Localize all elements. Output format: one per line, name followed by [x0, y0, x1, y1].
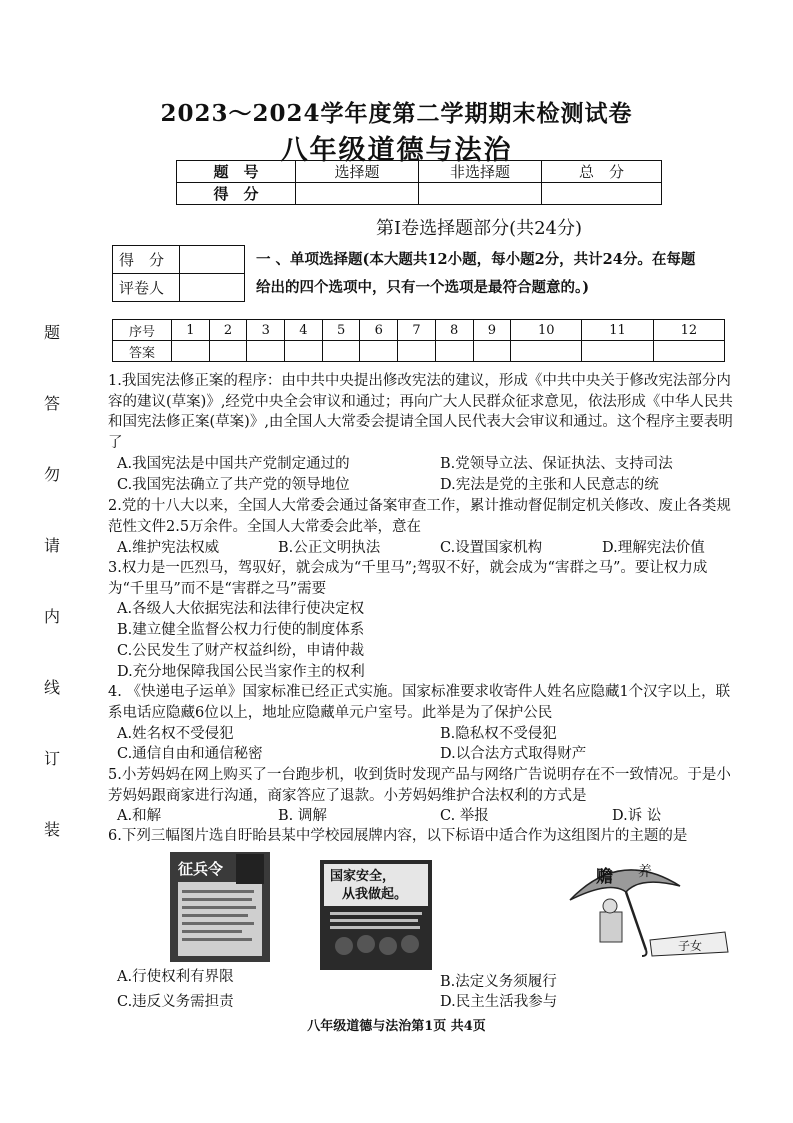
answer-table	[112, 319, 725, 362]
question-1-text: 1.我国宪法修正案的程序：由中共中央提出修改宪法的建议，形成《中共中央关于修改宪法部分内容的建议(草案)》,经党中央全会审议和通过；再向广大人民群众征求意见，依法形成《中华人民共和国宪法修正案(草案)》,由全国人大常委会提请全国人民代表大会审议和通过。这个程序主要表明了	[108, 373, 733, 451]
answer-cell-4[interactable]	[285, 341, 323, 362]
answer-cell-12[interactable]	[653, 341, 724, 362]
q6-option-c[interactable]: C.违反义务需担责	[117, 994, 234, 1010]
pic3-word2: 养	[638, 864, 652, 880]
answer-cell-7[interactable]	[398, 341, 436, 362]
q2-option-b[interactable]: B.公正文明执法	[278, 540, 381, 556]
q4-option-c[interactable]: C.通信自由和通信秘密	[117, 746, 263, 762]
q2-option-c[interactable]: C.设置国家机构	[440, 540, 543, 556]
q2-option-a[interactable]: A.维护宪法权威	[117, 540, 220, 556]
answer-number-1: 1	[172, 320, 210, 341]
side-char-6: 线	[43, 678, 60, 697]
q4-option-d[interactable]: D.以合法方式取得财产	[440, 746, 587, 762]
section-title: 第Ⅰ卷选择题部分(共24分)	[375, 218, 583, 239]
question-2	[108, 496, 733, 537]
q3-option-d[interactable]: D.充分地保障我国公民当家作主的权利	[117, 664, 365, 680]
q3-option-b[interactable]: B.建立健全监督公权力行使的制度体系	[117, 622, 365, 638]
q5-option-c[interactable]: C. 举报	[440, 808, 489, 824]
q6-option-b[interactable]: B.法定义务须履行	[440, 974, 557, 990]
answer-number-5: 5	[322, 320, 360, 341]
question-1	[108, 371, 733, 453]
instructions-line2: 给出的四个选项中，只有一个选项是最符合题意的。)	[256, 279, 590, 296]
grader-table	[112, 245, 245, 302]
side-char-1: 题	[43, 323, 60, 342]
q4-option-b[interactable]: B.隐私权不受侵犯	[440, 726, 557, 742]
answer-no-label: 序号	[113, 320, 172, 341]
answer-number-10: 10	[511, 320, 582, 341]
answer-cell-1[interactable]	[172, 341, 210, 362]
score-cell-total[interactable]	[542, 183, 662, 205]
score-header-total: 总 分	[542, 161, 662, 183]
exam-subject: 八年级道德与法治	[280, 135, 513, 166]
grader-score-label: 得 分	[113, 246, 180, 274]
score-row-label: 得 分	[177, 183, 296, 205]
q1-option-d[interactable]: D.宪法是党的主张和人民意志的统	[440, 477, 659, 493]
score-header-label: 题 号	[177, 161, 296, 183]
answer-number-6: 6	[360, 320, 398, 341]
answer-cell-6[interactable]	[360, 341, 398, 362]
answer-cell-10[interactable]	[511, 341, 582, 362]
question-3-text: 3.权力是一匹烈马，驾驭好，就会成为“千里马”;驾驭不好，就会成为“害群之马”。要让权力成为“千里马”而不是“害群之马”需要	[108, 560, 708, 597]
q3-option-c[interactable]: C.公民发生了财产权益纠纷，申请仲裁	[117, 643, 365, 659]
score-cell-nonchoice[interactable]	[419, 183, 542, 205]
answer-number-4: 4	[285, 320, 323, 341]
q4-option-a[interactable]: A.姓名权不受侵犯	[117, 726, 234, 742]
question-5	[108, 765, 733, 806]
answer-number-2: 2	[209, 320, 247, 341]
pic3-word1: 赡	[596, 867, 613, 887]
grader-score-cell[interactable]	[180, 246, 245, 274]
q1-option-c[interactable]: C.我国宪法确立了共产党的领导地位	[117, 477, 350, 493]
q1-option-a[interactable]: A.我国宪法是中国共产党制定通过的	[117, 456, 350, 472]
question-4-text: 4. 《快递电子运单》国家标准已经正式实施。国家标准要求收寄件人姓名应隐藏1个汉字以上，联系电话应隐藏6位以上，地址应隐藏单元户室号。此举是为了保护公民	[108, 684, 731, 721]
answer-number-8: 8	[435, 320, 473, 341]
q5-option-d[interactable]: D.诉 讼	[612, 808, 662, 824]
q3-option-a[interactable]: A.各级人大依据宪法和法律行使决定权	[117, 601, 365, 617]
answer-number-3: 3	[247, 320, 285, 341]
side-char-8: 装	[43, 820, 60, 839]
answer-cell-11[interactable]	[582, 341, 653, 362]
side-char-2: 答	[43, 394, 60, 413]
score-header-choice: 选择题	[296, 161, 419, 183]
answer-cell-5[interactable]	[322, 341, 360, 362]
answer-number-9: 9	[473, 320, 511, 341]
score-table	[176, 160, 662, 205]
score-header-nonchoice: 非选择题	[419, 161, 542, 183]
conscription-poster-image	[170, 852, 270, 962]
pic3-word3: 子女	[678, 939, 703, 953]
q6-option-d[interactable]: D.民主生活我参与	[440, 994, 558, 1010]
pic2-title-line2: 从我做起。	[342, 887, 408, 902]
answer-number-12: 12	[653, 320, 724, 341]
question-6-text: 6.下列三幅图片选自盱眙县某中学校园展牌内容，以下标语中适合作为这组图片的主题的是	[108, 828, 688, 844]
answer-cell-8[interactable]	[435, 341, 473, 362]
q6-option-a[interactable]: A.行使权利有界限	[117, 969, 234, 985]
side-char-4: 请	[43, 536, 60, 555]
question-4	[108, 682, 733, 723]
q5-option-b[interactable]: B. 调解	[278, 808, 327, 824]
score-cell-choice[interactable]	[296, 183, 419, 205]
answer-number-7: 7	[398, 320, 436, 341]
question-5-text: 5.小芳妈妈在网上购买了一台跑步机，收到货时发现产品与网络广告说明存在不一致情况。于是小芳妈妈跟商家进行沟通，商家答应了退款。小芳妈妈维护合法权利的方式是	[108, 767, 731, 804]
answer-ans-label: 答案	[113, 341, 172, 362]
instructions-line1: 一 、单项选择题(本大题共12小题，每小题2分，共计24分。在每题	[256, 251, 696, 268]
answer-cell-3[interactable]	[247, 341, 285, 362]
answer-cell-9[interactable]	[473, 341, 511, 362]
side-char-7: 订	[43, 749, 60, 768]
answer-number-11: 11	[582, 320, 653, 341]
grader-name-label: 评卷人	[113, 274, 180, 302]
side-char-3: 勿	[43, 465, 60, 484]
support-elderly-cartoon-image	[560, 852, 730, 962]
binding-line-text	[42, 320, 62, 840]
question-6	[108, 826, 733, 847]
exam-title: 2023～2024学年度第二学期期末检测试卷	[160, 100, 633, 127]
pic2-title-line1: 国家安全，	[330, 869, 396, 884]
grader-name-cell[interactable]	[180, 274, 245, 302]
side-char-5: 内	[43, 607, 60, 626]
q5-option-a[interactable]: A.和解	[117, 808, 162, 824]
page-footer: 八年级道德与法治第1页 共4页	[307, 1019, 486, 1034]
answer-cell-2[interactable]	[209, 341, 247, 362]
q1-option-b[interactable]: B.党领导立法、保证执法、支持司法	[440, 456, 673, 472]
pic1-title: 征兵令	[178, 860, 224, 878]
national-security-poster-image	[320, 860, 432, 970]
question-3	[108, 558, 733, 599]
instructions	[256, 246, 736, 302]
q2-option-d[interactable]: D.理解宪法价值	[602, 540, 705, 556]
question-2-text: 2.党的十八大以来，全国人大常委会通过备案审查工作，累计推动督促制定机关修改、废止各类规范性文件2.5万余件。全国人大常委会此举，意在	[108, 498, 731, 535]
